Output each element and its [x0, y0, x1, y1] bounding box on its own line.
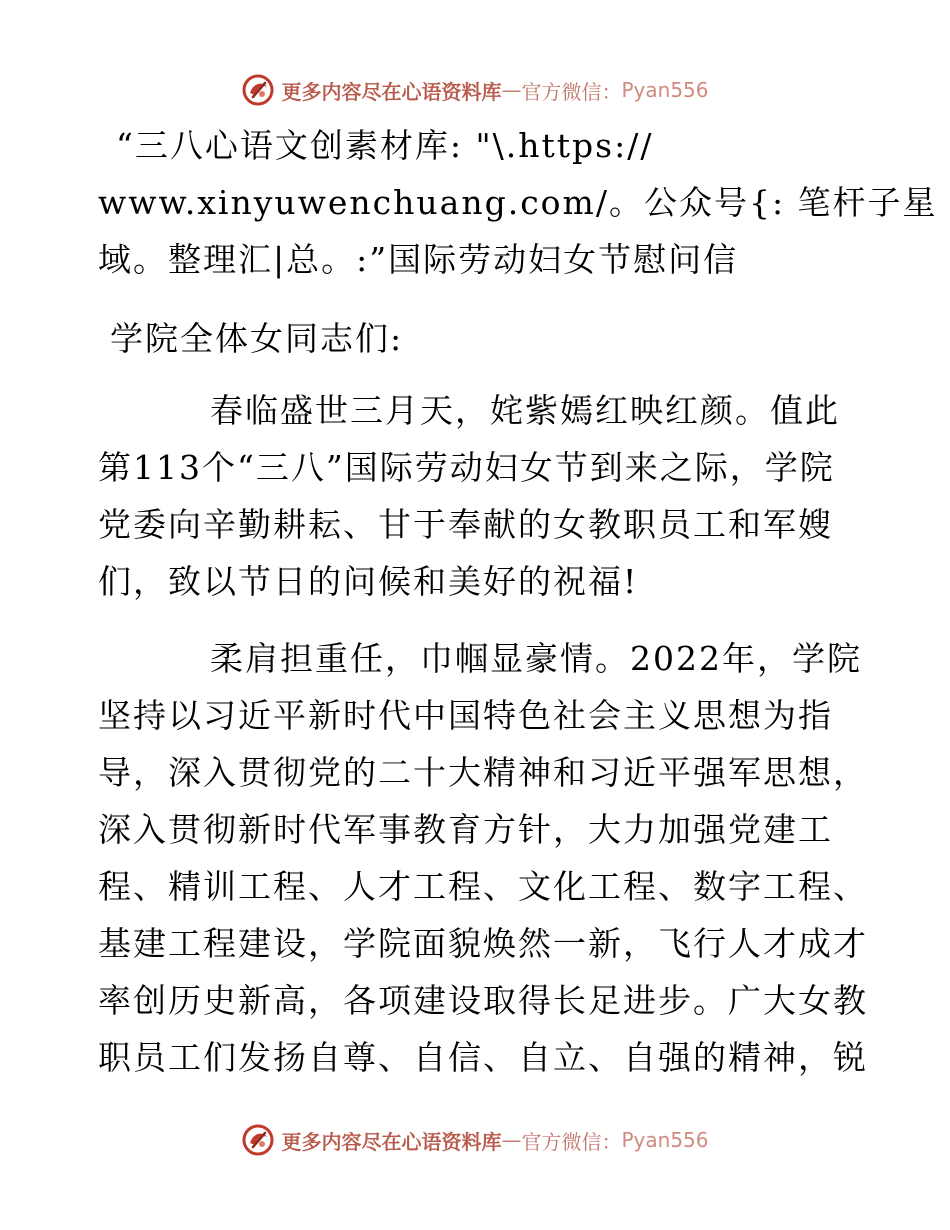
watermark-account: Pyan556 [621, 1128, 709, 1152]
paragraph-2-line-6: 基建工程建设，学院面貌焕然一新，飞行人才成才 [98, 924, 868, 963]
paragraph-2-line-3: 导，深入贯彻党的二十大精神和习近平强军思想， [98, 753, 868, 792]
watermark-banner-top [0, 70, 950, 110]
paragraph-1-line-3: 党委向辛勤耕耘、甘于奉献的女教职员工和军嫂 [98, 505, 833, 544]
watermark-dash: — [501, 78, 522, 102]
watermark-dash: — [501, 1128, 522, 1152]
header-line-3: 域。整理汇|总。:”国际劳动妇女节慰问信 [98, 240, 739, 279]
watermark-tail-text: 官方微信： [521, 1129, 622, 1154]
salutation [110, 310, 403, 367]
watermark-account: Pyan556 [621, 78, 709, 102]
red-swirl-logo-icon [241, 1123, 275, 1157]
watermark-main-text: 更多内容尽在心语资料库 [281, 79, 502, 104]
watermark-tail-text: 官方微信： [521, 79, 622, 104]
paragraph-1 [98, 382, 840, 610]
paragraph-1-line-4: 们，致以节日的问候和美好的祝福! [98, 562, 639, 601]
header-line-1: “三八心语文创素材库: "\.https:// [116, 126, 654, 165]
paragraph-2-line-5: 程、精训工程、人才工程、文化工程、数字工程、 [98, 867, 868, 906]
red-swirl-logo-icon [241, 73, 275, 107]
paragraph-1-line-2: 第113个“三八”国际劳动妇女节到来之际，学院 [98, 448, 835, 487]
paragraph-2-line-2: 坚持以习近平新时代中国特色社会主义思想为指 [98, 696, 833, 735]
watermark-banner-bottom [0, 1120, 950, 1160]
header-line-2: www.xinyuwenchuang.com/。公众号{: 笔杆子星 [98, 183, 938, 222]
paragraph-1-line-1: 春临盛世三月天，姹紫嫣红映红颜。值此 [210, 391, 840, 430]
document-header [98, 117, 938, 288]
paragraph-2-line-8: 职员工们发扬自尊、自信、自立、自强的精神，锐 [98, 1038, 868, 1077]
watermark-main-text: 更多内容尽在心语资料库 [281, 1129, 502, 1154]
paragraph-2-line-4: 深入贯彻新时代军事教育方针，大力加强党建工 [98, 810, 833, 849]
salutation-text: 学院全体女同志们: [110, 319, 404, 358]
paragraph-2 [98, 630, 868, 1086]
paragraph-2-line-1: 柔肩担重任，巾帼显豪情。2022年，学院 [210, 639, 862, 678]
paragraph-2-line-7: 率创历史新高，各项建设取得长足进步。广大女教 [98, 981, 868, 1020]
